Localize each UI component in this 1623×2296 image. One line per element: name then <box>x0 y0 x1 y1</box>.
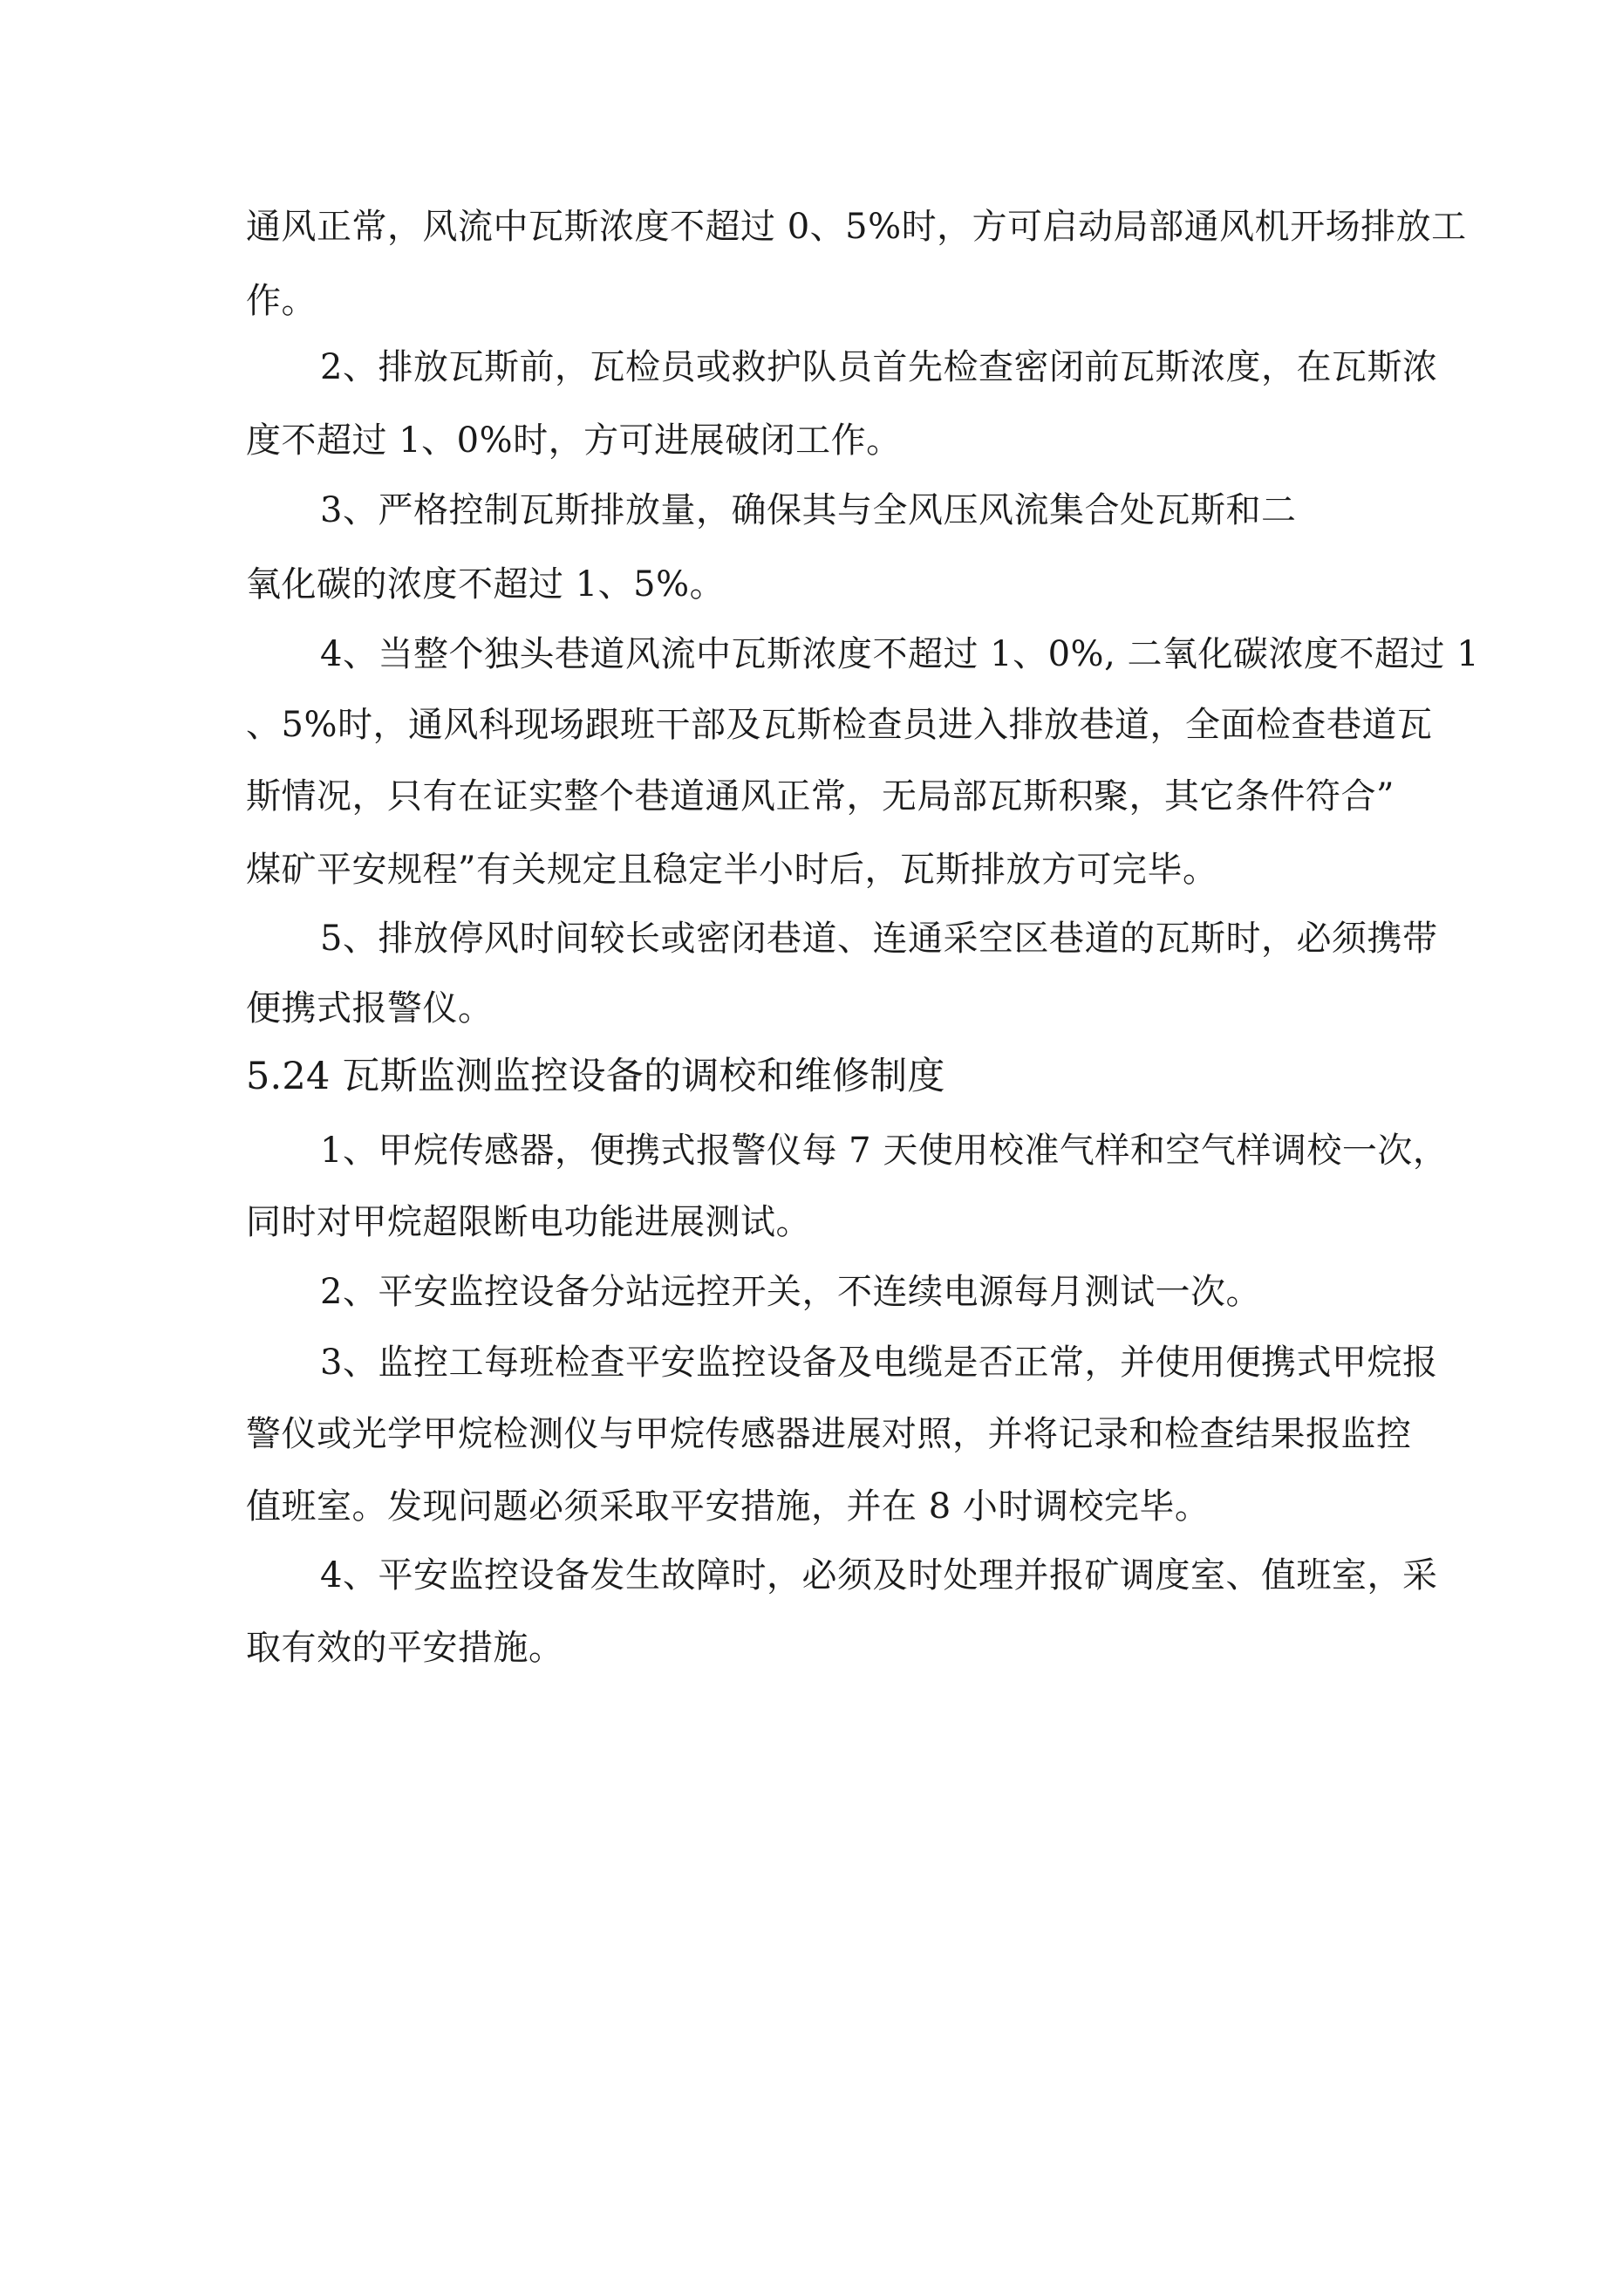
text-line: 4、平安监控设备发生故障时，必须及时处理并报矿调度室、值班室，采 <box>320 1555 1438 1596</box>
text-line: 作。 <box>246 281 317 321</box>
text-line: 煤矿平安规程”有关规定且稳定半小时后，瓦斯排放方可完毕。 <box>246 850 1218 890</box>
section-heading: 5.24 瓦斯监测监控设备的调校和维修制度 <box>246 1055 945 1098</box>
text-line: 氧化碳的浓度不超过 1、5%。 <box>246 564 726 605</box>
text-line: 斯情况，只有在证实整个巷道通风正常，无局部瓦斯积聚，其它条件符合” <box>246 776 1395 817</box>
text-line: 警仪或光学甲烷检测仪与甲烷传感器进展对照，并将记录和检查结果报监控 <box>246 1414 1412 1454</box>
text-line: 1、甲烷传感器，便携式报警仪每 7 天使用校准气样和空气样调校一次， <box>320 1131 1449 1171</box>
text-line: 5、排放停风时间较长或密闭巷道、连通采空区巷道的瓦斯时，必须携带 <box>320 919 1438 959</box>
text-line: 同时对甲烷超限断电功能进展测试。 <box>246 1202 811 1242</box>
text-line: 、5%时，通风科现场跟班干部及瓦斯检查员进入排放巷道，全面检查巷道瓦 <box>246 705 1433 745</box>
text-line: 度不超过 1、0%时，方可进展破闭工作。 <box>246 420 902 461</box>
text-line: 3、监控工每班检查平安监控设备及电缆是否正常，并使用便携式甲烷报 <box>320 1343 1438 1383</box>
text-line: 便携式报警仪。 <box>246 988 494 1028</box>
text-line: 通风正常，风流中瓦斯浓度不超过 0、5%时，方可启动局部通风机开场排放工 <box>246 207 1467 247</box>
text-line: 取有效的平安措施。 <box>246 1628 564 1668</box>
text-line: 值班室。发现问题必须采取平安措施，并在 8 小时调校完毕。 <box>246 1486 1210 1527</box>
text-line: 2、平安监控设备分站远控开关，不连续电源每月测试一次。 <box>320 1272 1261 1312</box>
text-line: 3、严格控制瓦斯排放量，确保其与全风压风流集合处瓦斯和二 <box>320 490 1297 530</box>
text-line: 2、排放瓦斯前，瓦检员或救护队员首先检查密闭前瓦斯浓度，在瓦斯浓 <box>320 347 1438 387</box>
text-line: 4、当整个独头巷道风流中瓦斯浓度不超过 1、0%, 二氧化碳浓度不超过 1 <box>320 634 1480 674</box>
